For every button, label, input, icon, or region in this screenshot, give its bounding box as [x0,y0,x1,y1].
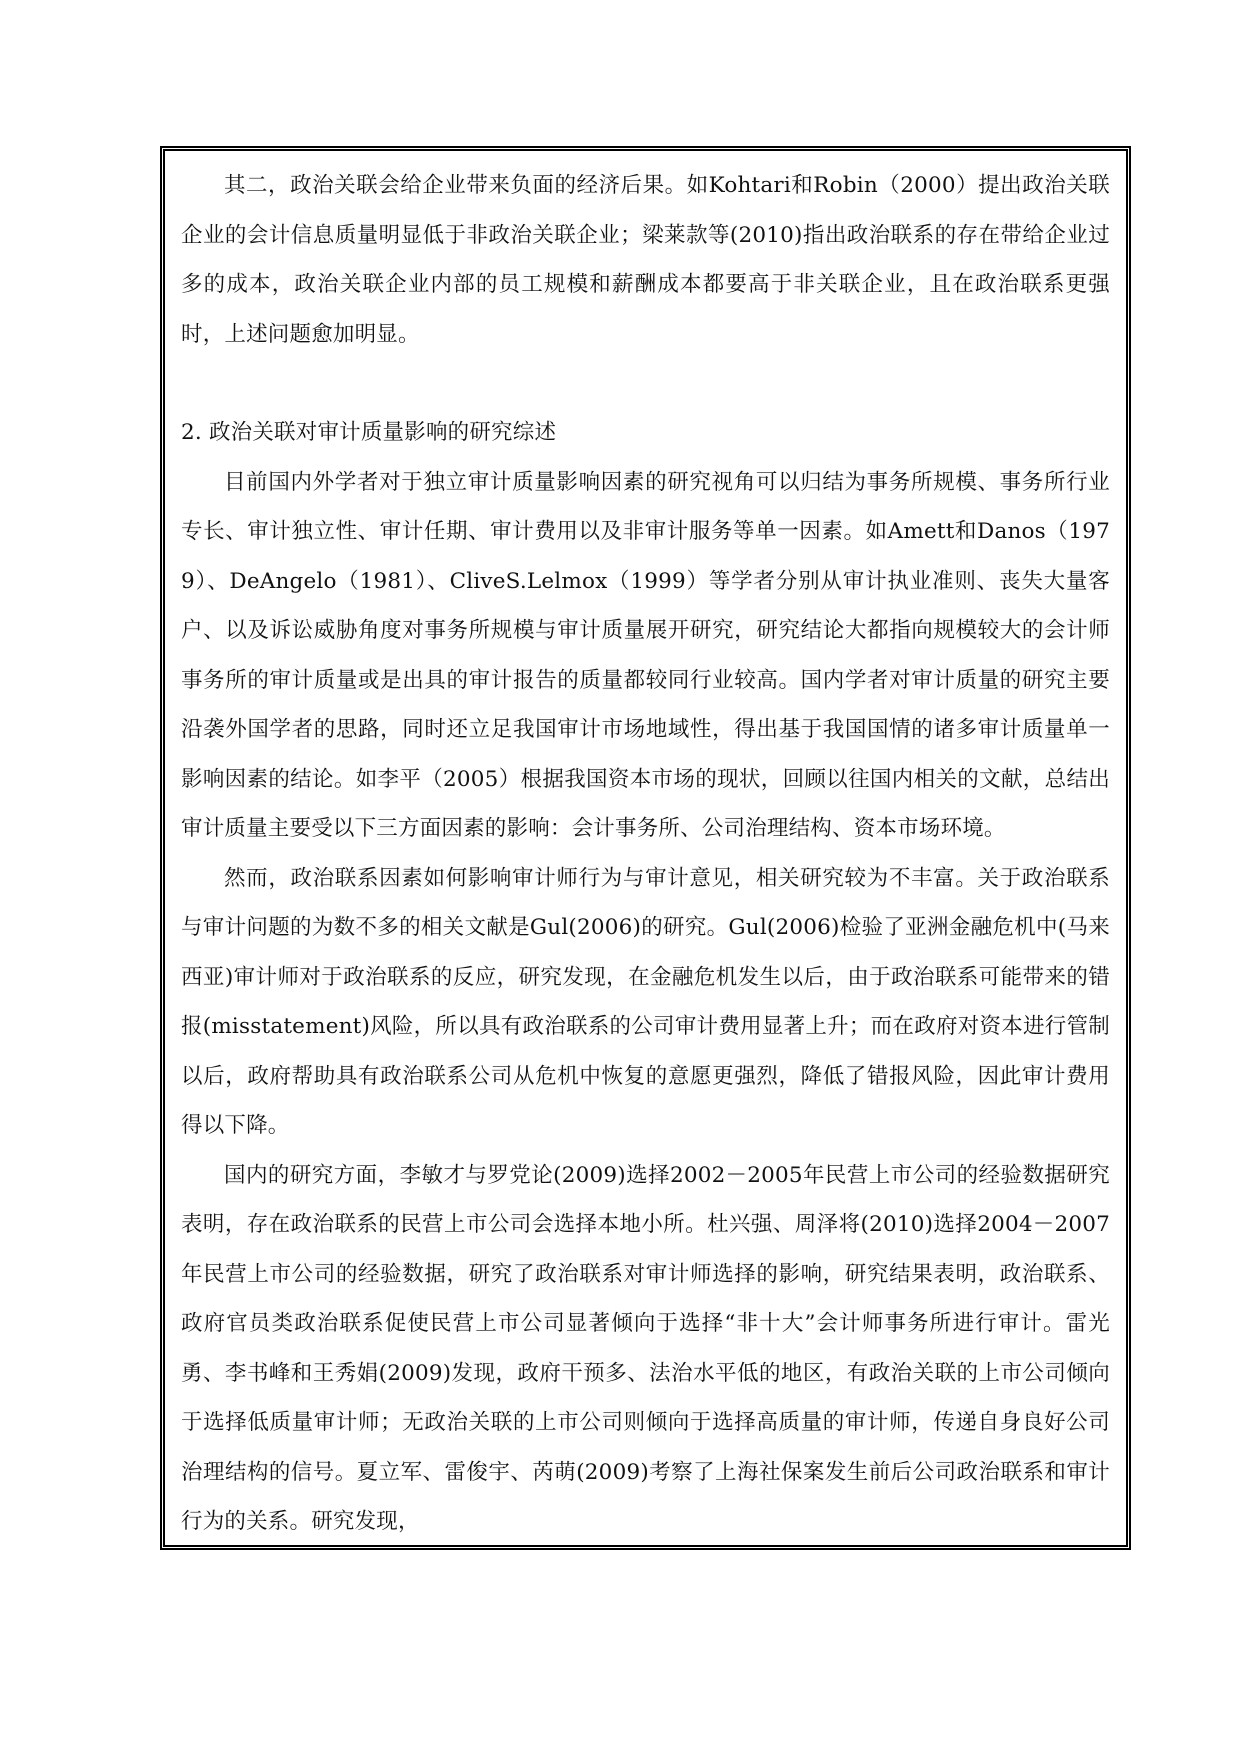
document-frame [163,149,1128,1547]
section-heading: 2. 政治关联对审计质量影响的研究综述 [181,420,557,445]
paragraph-political-audit-research: 然而，政治联系因素如何影响审计师行为与审计意见，相关研究较为不丰富。关于政治联系与审计问题的为数不多的相关文献是Gul(2006)的研究。Gul(2006)检验了亚洲金融危机中(马来西亚)审计师对于政治联系的反应，研究发现，在金融危机发生以后，由于政治联系可能带来的错报(misstatement)风险，所以具有政治联系的公司审计费用显著上升；而在政府对资本进行管制以后，政府帮助具有政治联系公司从危机中恢复的意愿更强烈，降低了错报风险，因此审计费用得以下降。 [181,865,1110,1138]
paragraph-domestic-research: 国内的研究方面，李敏才与罗党论(2009)选择2002－2005年民营上市公司的经验数据研究表明，存在政治联系的民营上市公司会选择本地小所。杜兴强、周泽将(2010)选择2004－2007年民营上市公司的经验数据，研究了政治联系对审计师选择的影响，研究结果表明，政治联系、政府官员类政治联系促使民营上市公司显著倾向于选择“非十大”会计师事务所进行审计。雷光勇、李书峰和王秀娟(2009)发现，政府干预多、法治水平低的地区，有政治关联的上市公司倾向于选择低质量审计师；无政治关联的上市公司则倾向于选择高质量的审计师，传递自身良好公司治理结构的信号。夏立军、雷俊宇、芮萌(2009)考察了上海社保案发生前后公司政治联系和审计行为的关系。研究发现， [181,1162,1110,1534]
paragraph-audit-quality-factors: 目前国内外学者对于独立审计质量影响因素的研究视角可以归结为事务所规模、事务所行业专长、审计独立性、审计任期、审计费用以及非审计服务等单一因素。如Amett和Danos（1979）、DeAngelo（1981）、CliveS.Lelmox（1999）等学者分别从审计执业准则、丧失大量客户、以及诉讼威胁角度对事务所规模与审计质量展开研究，研究结论大都指向规模较大的会计师事务所的审计质量或是出具的审计报告的质量都较同行业较高。国内学者对审计质量的研究主要沿袭外国学者的思路，同时还立足我国审计市场地域性，得出基于我国国情的诸多审计质量单一影响因素的结论。如李平（2005）根据我国资本市场的现状，回顾以往国内相关的文献，总结出审计质量主要受以下三方面因素的影响：会计事务所、公司治理结构、资本市场环境。 [181,469,1110,841]
paragraph-spacer [181,359,1110,408]
paragraph-political-consequences: 其二，政治关联会给企业带来负面的经济后果。如Kohtari和Robin（2000）提出政治关联企业的会计信息质量明显低于非政治关联企业；梁莱款等(2010)指出政治联系的存在带给企业过多的成本，政治关联企业内部的员工规模和薪酬成本都要高于非关联企业，且在政治联系更强时，上述问题愈加明显。 [181,173,1110,347]
